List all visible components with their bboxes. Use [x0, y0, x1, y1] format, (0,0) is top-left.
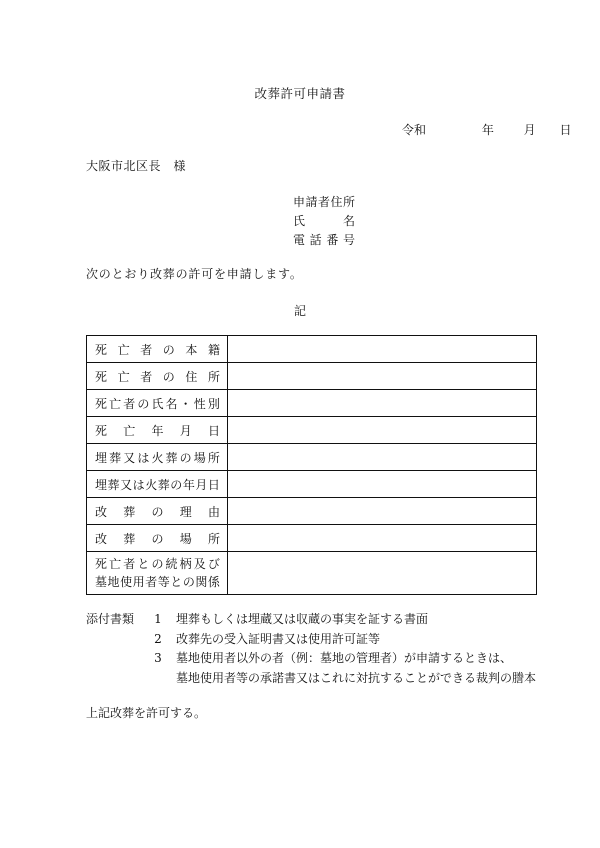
approval-text: 上記改葬を許可する。: [86, 706, 207, 720]
table-row: [87, 471, 537, 498]
row-label-text: [95, 368, 220, 385]
label-char: 等: [157, 575, 170, 589]
attachment-number: 3: [154, 651, 162, 665]
table-row: [87, 498, 537, 525]
attachment-number: 1: [154, 612, 162, 626]
applicant-fields: [293, 193, 355, 250]
label-char: 地: [107, 575, 120, 589]
label-char: 亡: [109, 396, 122, 411]
date-day: 日: [559, 123, 572, 137]
label-char: 本: [185, 342, 198, 357]
row-label: [87, 552, 228, 595]
label-char: 日: [207, 477, 220, 492]
label-char: 場: [179, 531, 192, 546]
application-table: [86, 335, 537, 595]
row-value-field[interactable]: [228, 390, 537, 417]
label-char: 者: [317, 195, 330, 209]
row-label: [87, 498, 228, 525]
label-char: 者: [140, 369, 153, 384]
table-row: [87, 444, 537, 471]
row-label: [87, 363, 228, 390]
row-label: [87, 471, 228, 498]
label-char: 亡: [109, 557, 122, 571]
label-char: 葬: [123, 504, 136, 519]
date-line: [402, 121, 571, 138]
attachment-number: [146, 669, 170, 689]
row-value-field[interactable]: [228, 417, 537, 444]
label-char: 者: [123, 557, 136, 571]
label-char: 葬: [109, 450, 122, 465]
row-label-line1: [95, 555, 220, 573]
label-char: 墓: [95, 575, 108, 589]
label-char: び: [207, 557, 220, 571]
attachment-number: 2: [154, 631, 162, 646]
label-char: 者: [145, 575, 158, 589]
attachments-heading: [86, 669, 146, 689]
row-label-text: [95, 395, 220, 412]
label-char: 理: [179, 504, 192, 519]
label-char: 氏: [293, 214, 306, 228]
row-label-text: [95, 476, 220, 493]
label-char: 日: [207, 423, 220, 438]
label-char: 月: [179, 423, 192, 438]
label-char: 者: [123, 396, 136, 411]
label-char: 改: [95, 504, 108, 519]
label-char: 所: [207, 369, 220, 384]
applicant-field-label: [293, 193, 355, 212]
applicant-field-label: [293, 231, 355, 250]
label-char: 葬: [165, 450, 178, 465]
attachment-text: 墓地使用者等の承諾書又はこれに対抗することができる裁判の謄本: [176, 670, 537, 685]
row-value-field[interactable]: [228, 498, 537, 525]
label-char: 埋: [95, 477, 108, 492]
label-char: ・: [179, 396, 192, 411]
attachment-text: 墓地使用者以外の者（例：墓地の管理者）が申請するときは、: [176, 651, 513, 665]
row-label: [87, 336, 228, 363]
label-char: 死: [95, 557, 108, 571]
label-char: 者: [140, 342, 153, 357]
row-value-field[interactable]: [228, 525, 537, 552]
label-char: 火: [145, 477, 158, 492]
label-char: 所: [207, 450, 220, 465]
row-value-field[interactable]: [228, 444, 537, 471]
label-char: 又: [120, 477, 133, 492]
label-char: 氏: [151, 396, 164, 411]
label-char: 話: [309, 233, 322, 247]
label-char: 葬: [157, 477, 170, 492]
label-char: は: [132, 477, 145, 492]
attachment-text: 改葬先の受入証明書又は使用許可証等: [176, 631, 381, 646]
label-char: 亡: [117, 342, 130, 357]
row-value-field[interactable]: [228, 363, 537, 390]
label-char: 所: [207, 531, 220, 546]
label-char: 号: [342, 233, 355, 247]
attachment-item: [86, 630, 536, 650]
label-char: 月: [195, 477, 208, 492]
row-label-text: [95, 422, 220, 439]
label-char: 用: [132, 575, 145, 589]
label-char: 及: [193, 557, 206, 571]
label-char: 葬: [123, 531, 136, 546]
label-char: 死: [95, 342, 108, 357]
attachment-item: [86, 669, 536, 689]
row-label-text: [95, 341, 220, 358]
ki-heading: 記: [293, 304, 306, 318]
row-label: [87, 444, 228, 471]
label-char: 柄: [179, 557, 192, 571]
label-char: と: [170, 575, 183, 589]
row-value-field[interactable]: [228, 471, 537, 498]
label-char: 住: [185, 369, 198, 384]
label-char: 死: [95, 423, 108, 438]
label-char: 係: [207, 575, 220, 589]
attachments: [86, 610, 536, 688]
label-char: の: [170, 477, 183, 492]
label-char: の: [162, 369, 175, 384]
label-char: は: [137, 450, 150, 465]
label-char: 年: [182, 477, 195, 492]
label-char: 名: [165, 396, 178, 411]
label-char: 埋: [95, 450, 108, 465]
label-char: 死: [95, 396, 108, 411]
row-label-text: [95, 503, 220, 520]
row-label: [87, 390, 228, 417]
label-char: 使: [120, 575, 133, 589]
label-char: 名: [342, 214, 355, 228]
label-char: 関: [195, 575, 208, 589]
date-month: 月: [523, 123, 536, 137]
label-char: の: [151, 531, 164, 546]
label-char: 続: [165, 557, 178, 571]
date-year: 年: [481, 123, 494, 137]
label-char: の: [182, 575, 195, 589]
row-label-text: [95, 530, 220, 547]
label-char: の: [151, 504, 164, 519]
table-row: [87, 525, 537, 552]
label-char: 番: [326, 233, 339, 247]
attachment-item: [86, 649, 536, 669]
addressee: 大阪市北区長 様: [86, 159, 187, 173]
row-label: [87, 525, 228, 552]
date-era: 令和: [402, 123, 427, 137]
label-char: 葬: [107, 477, 120, 492]
attachment-item: [86, 610, 536, 630]
label-char: 性: [193, 396, 206, 411]
table-row: [87, 417, 537, 444]
attachments-heading: 添付書類: [86, 612, 135, 626]
label-char: 由: [207, 504, 220, 519]
document-title: 改葬許可申請書: [254, 86, 346, 101]
label-char: 又: [123, 450, 136, 465]
label-char: の: [151, 557, 164, 571]
attachments-heading: [86, 649, 146, 669]
table-row: [87, 363, 537, 390]
table-row: [87, 390, 537, 417]
label-char: 年: [151, 423, 164, 438]
table-row: [87, 552, 537, 595]
label-char: 死: [95, 369, 108, 384]
label-char: 火: [151, 450, 164, 465]
label-char: の: [137, 396, 150, 411]
label-char: 所: [342, 195, 355, 209]
label-char: 亡: [117, 369, 130, 384]
row-label: [87, 417, 228, 444]
label-char: と: [137, 557, 150, 571]
label-char: 場: [193, 450, 206, 465]
applicant-field-label: [293, 212, 355, 231]
row-label-text: [95, 449, 220, 466]
attachment-text: 埋葬もしくは埋蔵又は収蔵の事実を証する書面: [176, 612, 429, 626]
label-char: 住: [330, 195, 343, 209]
label-char: 申: [293, 195, 306, 209]
label-char: の: [179, 450, 192, 465]
table-row: [87, 336, 537, 363]
row-value-field[interactable]: [228, 336, 537, 363]
row-label-line2: [95, 573, 220, 591]
label-char: 電: [293, 233, 306, 247]
label-char: 請: [305, 195, 318, 209]
label-char: 改: [95, 531, 108, 546]
label-char: 亡: [123, 423, 136, 438]
label-char: の: [162, 342, 175, 357]
row-value-field[interactable]: [228, 552, 537, 595]
label-char: 籍: [207, 342, 220, 357]
label-char: 別: [207, 396, 220, 411]
intro-text: 次のとおり改葬の許可を申請します。: [86, 267, 303, 281]
attachments-heading: [86, 630, 146, 650]
